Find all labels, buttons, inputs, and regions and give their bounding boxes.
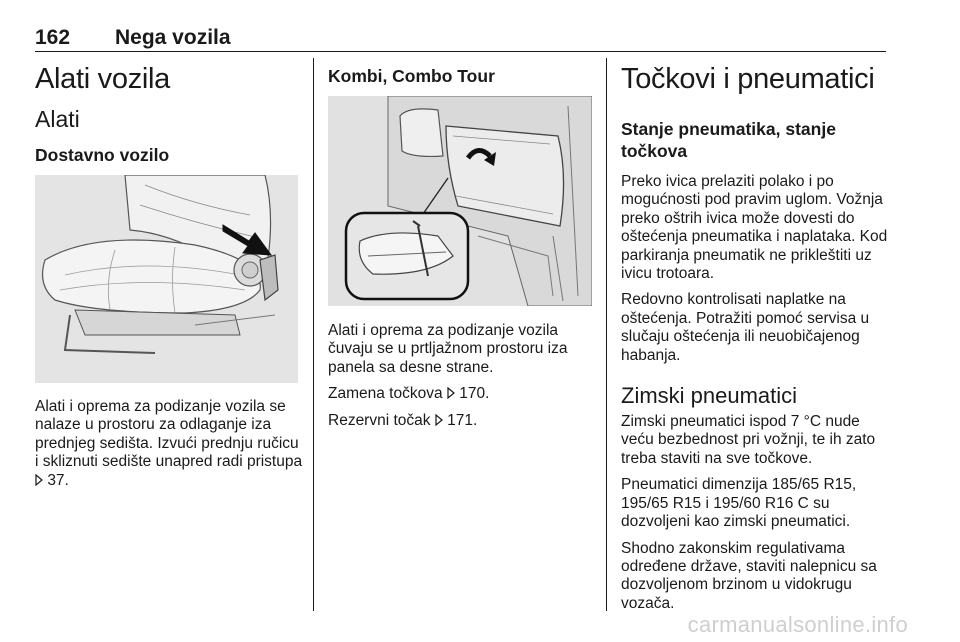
seat-storage-illustration bbox=[35, 175, 298, 383]
header-rule bbox=[35, 51, 886, 52]
section-title: Alati vozila bbox=[35, 63, 171, 95]
column-divider-2 bbox=[606, 58, 607, 611]
page-header bbox=[35, 26, 885, 52]
section-title: Točkovi i pneumatici bbox=[621, 63, 875, 95]
body-paragraph: Zamena točkova 170. bbox=[328, 385, 490, 403]
body-paragraph: Pneumatici dimenzija 185/65 R15, 195/65 R15 i 195/60 R16 C su dozvoljeni kao zimski pneumatici. bbox=[621, 476, 857, 531]
body-paragraph: Alati i oprema za podizanje vozila čuvaju se u prtljažnom prostoru iza panela sa desne strane. bbox=[328, 322, 568, 376]
column-3 bbox=[621, 60, 889, 621]
body-paragraph: Shodno zakonskim regulativama određene države, staviti nalepnicu sa dozvoljenom brzinom u vidokrugu vozača. bbox=[621, 539, 877, 612]
topic-title: Kombi, Combo Tour bbox=[328, 66, 495, 86]
body-paragraph: Preko ivica prelaziti polako i po mogućnosti pod pravim uglom. Vožnja preko oštrih ivica može dovesti do oštećenja pneumatika i naplataka. Kod parkiranja pneumatik ne prikleštiti uz ivicu trotoara. bbox=[621, 173, 888, 283]
triangle-right-icon bbox=[447, 387, 455, 399]
column-divider-1 bbox=[313, 58, 314, 611]
page-reference[interactable]: 171. bbox=[447, 411, 478, 429]
column-2 bbox=[328, 60, 592, 438]
watermark: carmanualsonline.info bbox=[687, 612, 908, 637]
running-title: Nega vozila bbox=[115, 26, 231, 49]
page-number: 162 bbox=[35, 26, 71, 49]
seat-drawing bbox=[35, 175, 298, 383]
page-reference[interactable]: 37. bbox=[47, 471, 69, 489]
topic-title: Dostavno vozilo bbox=[35, 145, 170, 165]
column-1 bbox=[35, 60, 303, 498]
cargo-drawing bbox=[328, 96, 592, 306]
page-reference[interactable]: 170. bbox=[459, 385, 490, 403]
subsection-title: Alati bbox=[35, 106, 80, 132]
body-paragraph: Rezervni točak 171. bbox=[328, 411, 478, 429]
body-paragraph: Zimski pneumatici ispod 7 °C nude veću bezbednost pri vožnji, te ih zato treba staviti na sve točkove. bbox=[621, 413, 876, 467]
cargo-panel-illustration bbox=[328, 96, 592, 306]
subsection-title: Zimski pneumatici bbox=[621, 383, 798, 409]
triangle-right-icon bbox=[435, 414, 443, 426]
body-paragraph: Alati i oprema za podizanje vozila se nalaze u prostoru za odlaganje iza prednjeg sedišta. Izvući prednju ručicu i skliznuti sedište unapred radi pristupa 37. bbox=[35, 398, 303, 489]
body-paragraph: Redovno kontrolisati naplatke na oštećenja. Potražiti pomoć servisa u slučaju oštećenja ili neuobičajenog habanja. bbox=[621, 291, 870, 364]
topic-title: Stanje pneumatika, stanje točkova bbox=[621, 119, 836, 161]
triangle-right-icon bbox=[35, 474, 43, 486]
